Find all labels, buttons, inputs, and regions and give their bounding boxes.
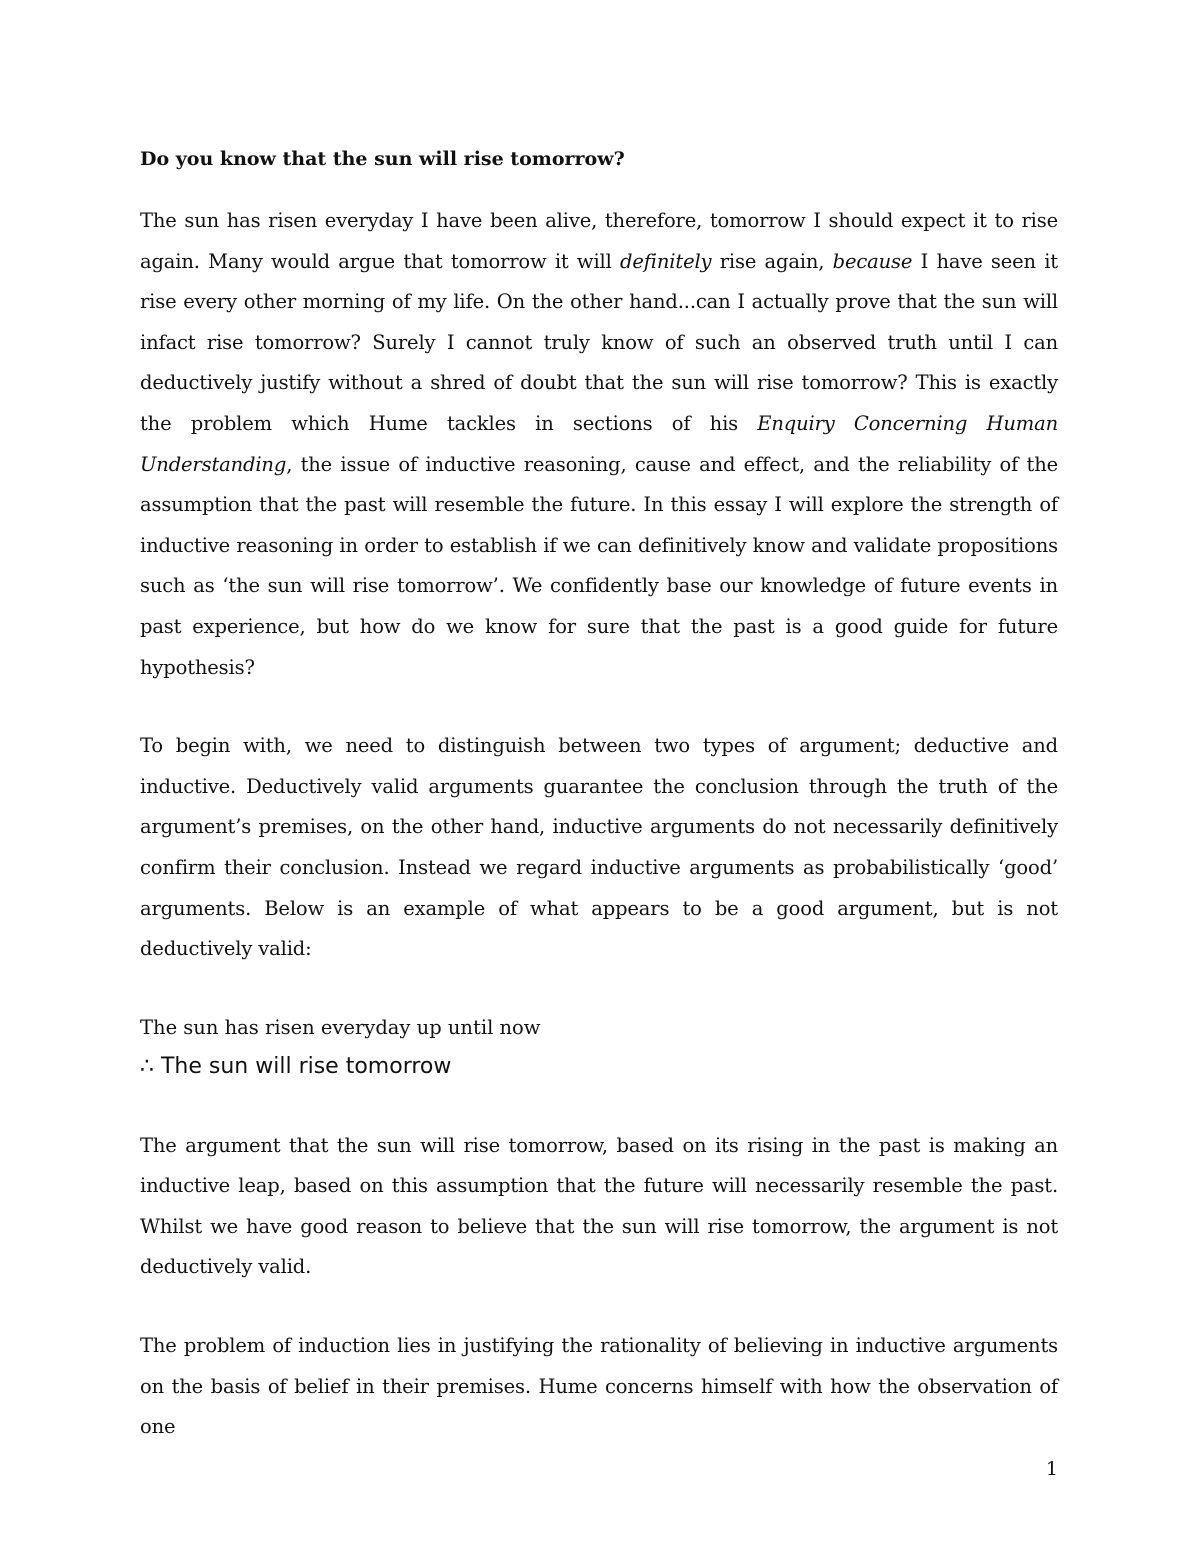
paragraph-argument-types: To begin with, we need to distinguish between two types of argument; deductive and inductive. Deductively valid arguments guarantee the conclusion through the truth of the argument’s premises, on the other hand, inductive arguments do not necessarily definitively confirm their conclusion. Instead we regard inductive arguments as probabilistically ‘good’ arguments. Below is an example of what appears to be a good argument, but is not deductively valid: <box>140 734 1058 961</box>
paragraph-text: , the issue of inductive reasoning, cause and effect, and the reliability of the assumption that the past will resemble the future. In this essay I will explore the strength of inductive reasoning in order to establish if we can definitively know and validate propositions such as ‘the sun will rise tomorrow’. We confidently base our knowledge of future events in past experience, but how do we know for sure that the past is a good guide for future hypothesis? <box>140 452 1058 679</box>
essay-title: Do you know that the sun will rise tomorrow? <box>140 148 625 170</box>
example-argument <box>140 1008 1058 1086</box>
argument-conclusion: ∴ The sun will rise tomorrow <box>140 1053 452 1079</box>
paragraph-text: rise again, <box>711 249 833 273</box>
paragraph-text: I have seen it rise every other morning of my life. On the other hand...can I actually prove that the sun will infact rise tomorrow? Surely I cannot truly know of such an observed truth until I can deductively justify without a shred of doubt that the sun will rise tomorrow? This is exactly the problem which Hume tackles in sections of his <box>140 249 1058 435</box>
emphasis-definitely: definitely <box>620 249 712 273</box>
page-number: 1 <box>1045 1458 1058 1480</box>
emphasis-because: because <box>832 249 913 273</box>
paragraph-text: The sun has risen everyday I have been alive, therefore, tomorrow I should expect it to rise again. Many would argue that tomorrow it will <box>140 209 1058 273</box>
paragraph-problem-of-induction: The problem of induction lies in justifying the rationality of believing in inductive arguments on the basis of belief in their premises. Hume concerns himself with how the observation of one <box>140 1334 1058 1439</box>
document-body <box>140 141 1058 1486</box>
argument-premise: The sun has risen everyday up until now <box>140 1015 541 1039</box>
paragraph-introduction <box>140 201 1058 688</box>
paragraph-inductive-leap: The argument that the sun will rise tomorrow, based on its rising in the past is making an inductive leap, based on this assumption that the future will necessarily resemble the past. Whilst we have good reason to believe that the sun will rise tomorrow, the argument is not deductively valid. <box>140 1133 1058 1279</box>
book-title-enquiry: Enquiry Concerning Human Understanding <box>140 411 1058 476</box>
